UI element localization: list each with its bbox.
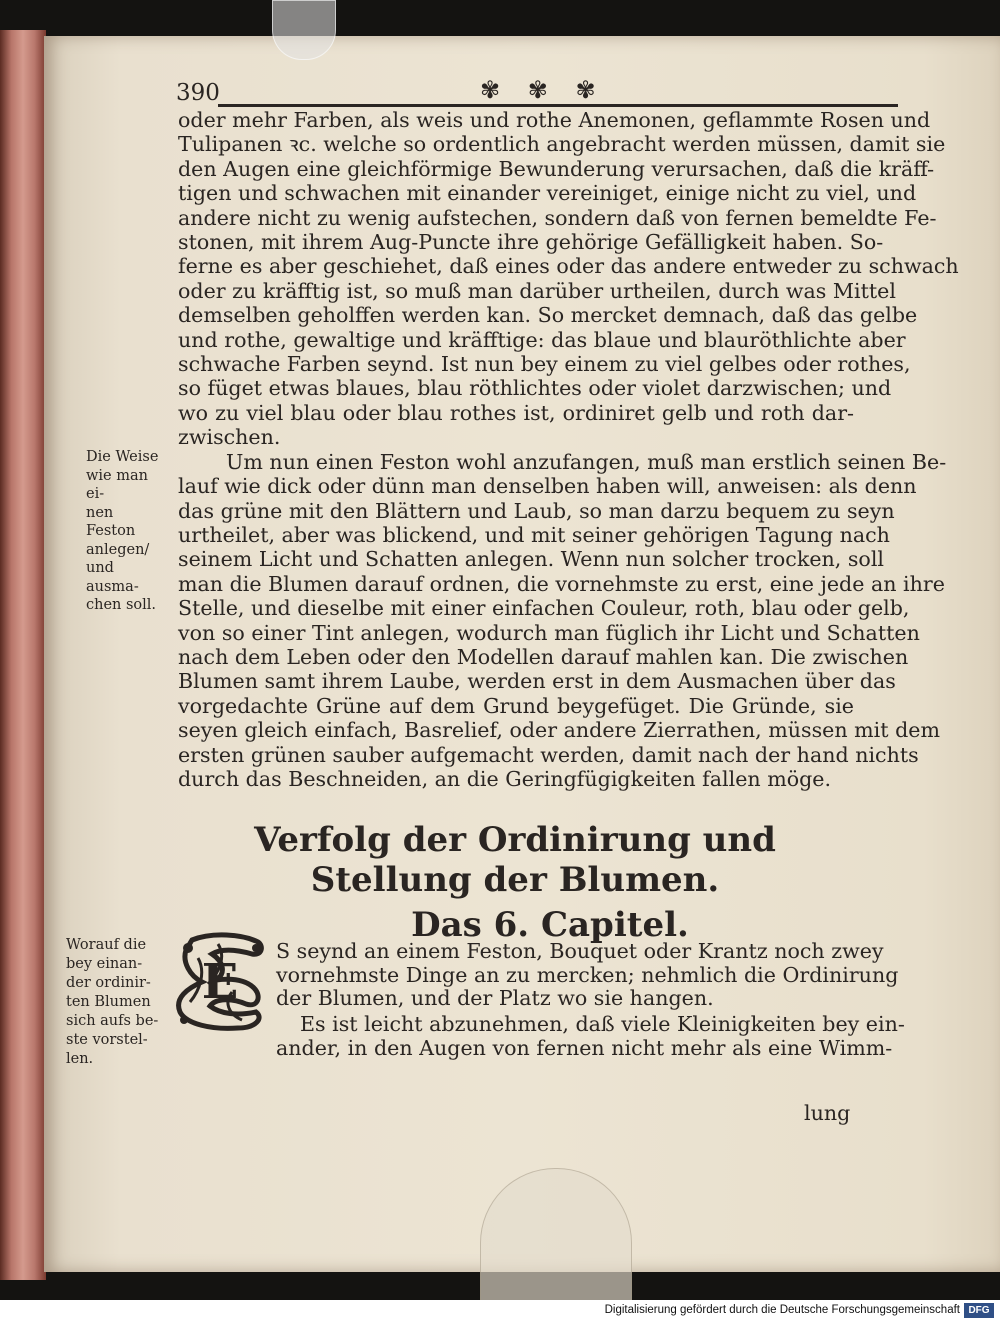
bottom-page-clip	[480, 1168, 632, 1310]
body-line: wo zu viel blau oder blau rothes ist, ordiniret gelb und roth dar-	[178, 400, 854, 425]
body-line: schwache Farben seynd. Ist nun bey einem zu viel gelbes oder rothes,	[178, 352, 911, 377]
margin-note-line: Worauf die	[66, 937, 147, 953]
body-line: Um nun einen Feston wohl anzufangen, muß man erstlich seinen Be-	[226, 449, 947, 474]
body-line: urtheilet, aber was blickend, und mit seiner gehörigen Tagung nach	[178, 522, 890, 547]
body-line: tigen und schwachen mit einander vereiniget, einige nicht zu viel, und	[178, 181, 917, 206]
margin-note-line: Die Weise	[86, 449, 159, 465]
header-ornament: ✾ ✾ ✾	[480, 76, 606, 104]
body-line: Stelle, und dieselbe mit einer einfachen Couleur, roth, blau oder gelb,	[178, 596, 910, 621]
body-line: ferne es aber geschiehet, daß eines oder das andere entweder zu schwach	[178, 254, 959, 279]
margin-note-line: ste vorstel-	[66, 1032, 148, 1048]
section-heading: Verfolg der Ordinirung und Stellung der Blumen.	[254, 820, 776, 900]
chapter-body-text	[178, 1012, 905, 1060]
body-line: man die Blumen darauf ordnen, die vornehmste zu erst, eine jede an ihre	[178, 571, 945, 596]
body-line: Tulipanen ꝛc. welche so ordentlich angebracht werden müssen, damit sie	[178, 132, 946, 157]
body-line: oder zu kräfftig ist, so muß man darüber urtheilen, durch was Mittel	[178, 278, 896, 303]
chapter-intro-text	[276, 939, 899, 1011]
body-line: durch das Beschneiden, an die Geringfügigkeiten fallen möge.	[178, 766, 832, 791]
body-line: und rothe, gewaltige und kräfftige: das blaue und blauröthlichte aber	[178, 327, 906, 352]
body-line: vorgedachte Grüne auf dem Grund beygefüget. Die Gründe, sie	[178, 693, 854, 718]
margin-note-line: wie man ei-	[86, 467, 148, 502]
margin-note-line: und ausma-	[86, 560, 139, 595]
body-line: oder mehr Farben, als weis und rothe Anemonen, geflammte Rosen und	[178, 108, 931, 132]
body-line: stonen, mit ihrem Aug-Puncte ihre gehörige Gefälligkeit haben. So-	[178, 230, 884, 255]
page-number: 390	[176, 80, 220, 106]
body-line: von so einer Tint anlegen, wodurch man füglich ihr Licht und Schatten	[178, 620, 920, 645]
body-line: zwischen.	[178, 425, 281, 450]
header-rule	[218, 104, 898, 107]
body-line: das grüne mit den Blättern und Laub, so man darzu bequem zu seyn	[178, 498, 895, 523]
margin-note-line: len.	[66, 1051, 94, 1067]
body-line: seinem Licht und Schatten anlegen. Wenn nun solcher trocken, soll	[178, 547, 884, 572]
footer-bar	[0, 1300, 1000, 1322]
body-text	[178, 108, 959, 791]
body-line: seyen gleich einfach, Basrelief, oder andere Zierrathen, müssen mit dem	[178, 718, 940, 743]
margin-note-blumen	[66, 936, 176, 1069]
chapter-title: Das 6. Capitel.	[411, 905, 689, 945]
body-line: der Blumen, und der Platz wo sie hangen.	[276, 986, 714, 1010]
body-line: vornehmste Dinge an zu mercken; nehmlich die Ordinirung	[276, 962, 899, 987]
body-line: nach dem Leben oder den Modellen darauf mahlen kan. Die zwischen	[178, 644, 909, 669]
margin-note-line: ten Blumen	[66, 994, 151, 1010]
margin-note-line: anlegen/	[86, 541, 150, 558]
margin-note-line: der ordinir-	[66, 975, 151, 991]
catchword: lung	[804, 1101, 851, 1125]
footer-credit: Digitalisierung gefördert durch die Deutsche Forschungsgemeinschaft	[604, 1304, 960, 1316]
margin-note-line: sich aufs be-	[66, 1013, 159, 1029]
initial-letter-glyph: E	[201, 954, 239, 1010]
body-line: demselben geholffen werden kan. So mercket demnach, daß das gelbe	[178, 303, 918, 328]
body-line: S seynd an einem Feston, Bouquet oder Krantz noch zwey	[276, 939, 884, 963]
body-line: ersten grünen sauber aufgemacht werden, damit nach der hand nichts	[178, 742, 919, 767]
margin-note-line: bey einan-	[66, 956, 143, 972]
body-line: Es ist leicht abzunehmen, daß viele Kleinigkeiten bey ein-	[300, 1012, 905, 1036]
body-line: so füget etwas blaues, blau röthlichtes oder violet darzwischen; und	[178, 376, 892, 401]
book-edge	[0, 30, 46, 1280]
top-page-clip	[272, 0, 336, 60]
body-line: lauf wie dick oder dünn man denselben haben will, anweisen: als denn	[178, 474, 917, 499]
body-line: den Augen eine gleichförmige Bewunderung verursachen, daß die kräff-	[178, 156, 935, 181]
margin-note-feston	[86, 448, 166, 615]
body-line: andere nicht zu wenig aufstechen, sondern daß von fernen bemeldte Fe-	[178, 205, 937, 230]
body-line: ander, in den Augen von fernen nicht mehr als eine Wimm-	[276, 1035, 893, 1060]
body-line: Blumen samt ihrem Laube, werden erst in dem Ausmachen über das	[178, 669, 896, 694]
margin-note-line: chen soll.	[86, 597, 157, 613]
dfg-logo: DFG	[964, 1303, 994, 1318]
margin-note-line: nen Feston	[86, 504, 136, 539]
